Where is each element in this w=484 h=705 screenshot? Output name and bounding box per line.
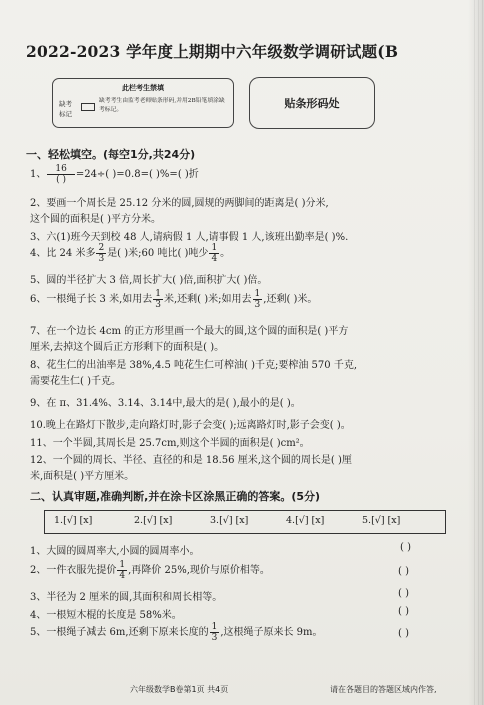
binding-edge: [474, 0, 484, 705]
notice-title: 此栏考生禁填: [122, 83, 164, 92]
q6-fraction-1: [153, 289, 163, 310]
question-10: 10.晚上在路灯下散步,走向路灯时,影子会变( );远离路灯时,影子会变( )。: [30, 420, 351, 431]
notice-label: 缺考标记: [59, 100, 72, 118]
jq5-text-b: ,这根绳子原来长 9m。: [220, 627, 323, 638]
barcode-label: 贴条形码处: [284, 97, 340, 110]
question-11: 11、一个半圆,其周长是 25.7cm,则这个半圆的面积是( )cm²。: [30, 438, 310, 449]
barcode-box: [249, 77, 375, 129]
answer-option-4[interactable]: 4.[√] [x]: [286, 515, 325, 526]
judge-answer-4: ( ): [398, 606, 409, 617]
question-3: 3、六(1)班今天到校 48 人,请病假 1 人,请事假 1 人,该班出勤率是( )%.: [30, 232, 349, 243]
question-6: [30, 289, 317, 310]
question-1: [30, 164, 199, 185]
q4-frac1-numerator: 2: [98, 243, 105, 253]
q4-fraction-2: [209, 243, 219, 264]
jq2-text-a: 2、一件衣服先提价: [30, 565, 117, 576]
judge-answer-3: ( ): [398, 588, 409, 599]
q4-frac2-denominator: 4: [211, 254, 218, 264]
section2-heading: 二、认真审题,准确判断,并在涂卡区涂黑正确的答案。(5分): [30, 490, 321, 503]
q1-frac-numerator: 16: [55, 164, 67, 174]
answer-option-3[interactable]: 3.[√] [x]: [210, 515, 249, 526]
judge-question-1: 1、大圆的圆周率大,小圆的圆周率小。: [30, 546, 200, 557]
q4-fraction-1: [96, 243, 106, 264]
q1-frac-denominator: ( ): [47, 174, 74, 185]
q1-fraction: [47, 164, 74, 185]
q4-text-b: 是( )米;60 吨比( )吨少: [107, 248, 209, 259]
section1-heading: 一、轻松填空。(每空1分,共24分): [26, 148, 196, 161]
notice-text: 缺考考生由监考老师贴条形码,并用2B铅笔填涂缺考标记。: [99, 98, 225, 113]
judge-question-4: 4、一根短木棍的长度是 58%米。: [30, 610, 182, 621]
q4-text-c: 。: [220, 248, 231, 259]
question-12-line2: 米,面积是( )平方厘米。: [30, 471, 135, 482]
question-7-line1: 7、在一个边长 4cm 的正方形里画一个最大的圆,这个圆的面积是( )平方: [30, 326, 349, 337]
notice-box: [52, 78, 234, 128]
q1-number: 1、: [30, 169, 47, 180]
q4-text-a: 4、比 24 米多: [30, 248, 96, 259]
q4-frac2-numerator: 1: [211, 243, 218, 253]
q1-rest: =24÷( )=0.8=( )%=( )折: [75, 169, 199, 180]
footer-page-info: 六年级数学B卷第1页 共4页: [130, 685, 229, 694]
judge-answer-1: ( ): [400, 542, 411, 553]
question-8-line2: 需要花生仁( )千克。: [30, 376, 121, 387]
judge-answer-5: ( ): [398, 628, 409, 639]
question-12-line1: 12、一个圆的周长、半径、直径的和是 18.56 厘米,这个圆的周长是( )厘: [30, 455, 352, 466]
jq2-frac-numerator: 1: [119, 560, 126, 570]
q6-text-b: 米,还剩( )米;如用去: [164, 294, 252, 305]
judge-answer-2: ( ): [398, 566, 409, 577]
question-8-line1: 8、花生仁的出油率是 38%,4.5 吨花生仁可榨油( )千克;要榨油 570 千克,: [30, 360, 358, 371]
question-9: 9、在 π、31.4%、3.14、3.14̇中,最大的是( ),最小的是( )。: [30, 398, 301, 409]
answer-option-2[interactable]: 2.[√] [x]: [134, 515, 173, 526]
footer-note: 请在各题目的答题区域内作答,: [330, 685, 437, 694]
jq2-text-b: ,再降价 25%,现价与原价相等。: [128, 565, 270, 576]
q6-frac2-numerator: 1: [254, 289, 261, 299]
q6-frac1-denominator: 3: [155, 300, 161, 310]
jq5-fraction: [210, 622, 220, 643]
jq5-frac-denominator: 3: [211, 633, 218, 643]
jq5-frac-numerator: 1: [211, 622, 218, 632]
jq2-fraction: [117, 560, 127, 581]
page-title: 2022-2023 学年度上期期中六年级数学调研试题(B: [26, 42, 399, 61]
question-2-line2: 这个圆的面积是( )平方分米。: [30, 214, 161, 225]
absence-mark-box: [81, 103, 95, 111]
question-7-line2: 厘米,去掉这个圆后正方形剩下的面积是( )。: [30, 342, 225, 353]
q6-fraction-2: [253, 289, 263, 310]
q6-frac2-denominator: 3: [254, 300, 261, 310]
judge-question-3: 3、半径为 2 厘米的圆,其面积和周长相等。: [30, 592, 223, 603]
q6-frac1-numerator: 1: [155, 289, 161, 299]
q4-frac1-denominator: 3: [98, 254, 105, 264]
question-5: 5、圆的半径扩大 3 倍,周长扩大( )倍,面积扩大( )倍。: [30, 275, 268, 286]
jq5-text-a: 5、一根绳子减去 6m,还剩下原来长度的: [30, 627, 209, 638]
q6-text-a: 6、一根绳子长 3 米,如用去: [30, 294, 153, 305]
judge-question-5: [30, 622, 323, 643]
answer-option-1[interactable]: 1.[√] [x]: [54, 515, 93, 526]
question-2-line1: 2、要画一个周长是 25.12 分米的圆,圆规的两脚间的距离是( )分米,: [30, 198, 329, 209]
jq2-frac-denominator: 4: [119, 571, 126, 581]
judge-question-2: [30, 560, 270, 581]
q6-text-c: ,还剩( )米。: [263, 294, 318, 305]
question-4: [30, 243, 230, 264]
answer-option-5[interactable]: 5.[√] [x]: [362, 515, 401, 526]
